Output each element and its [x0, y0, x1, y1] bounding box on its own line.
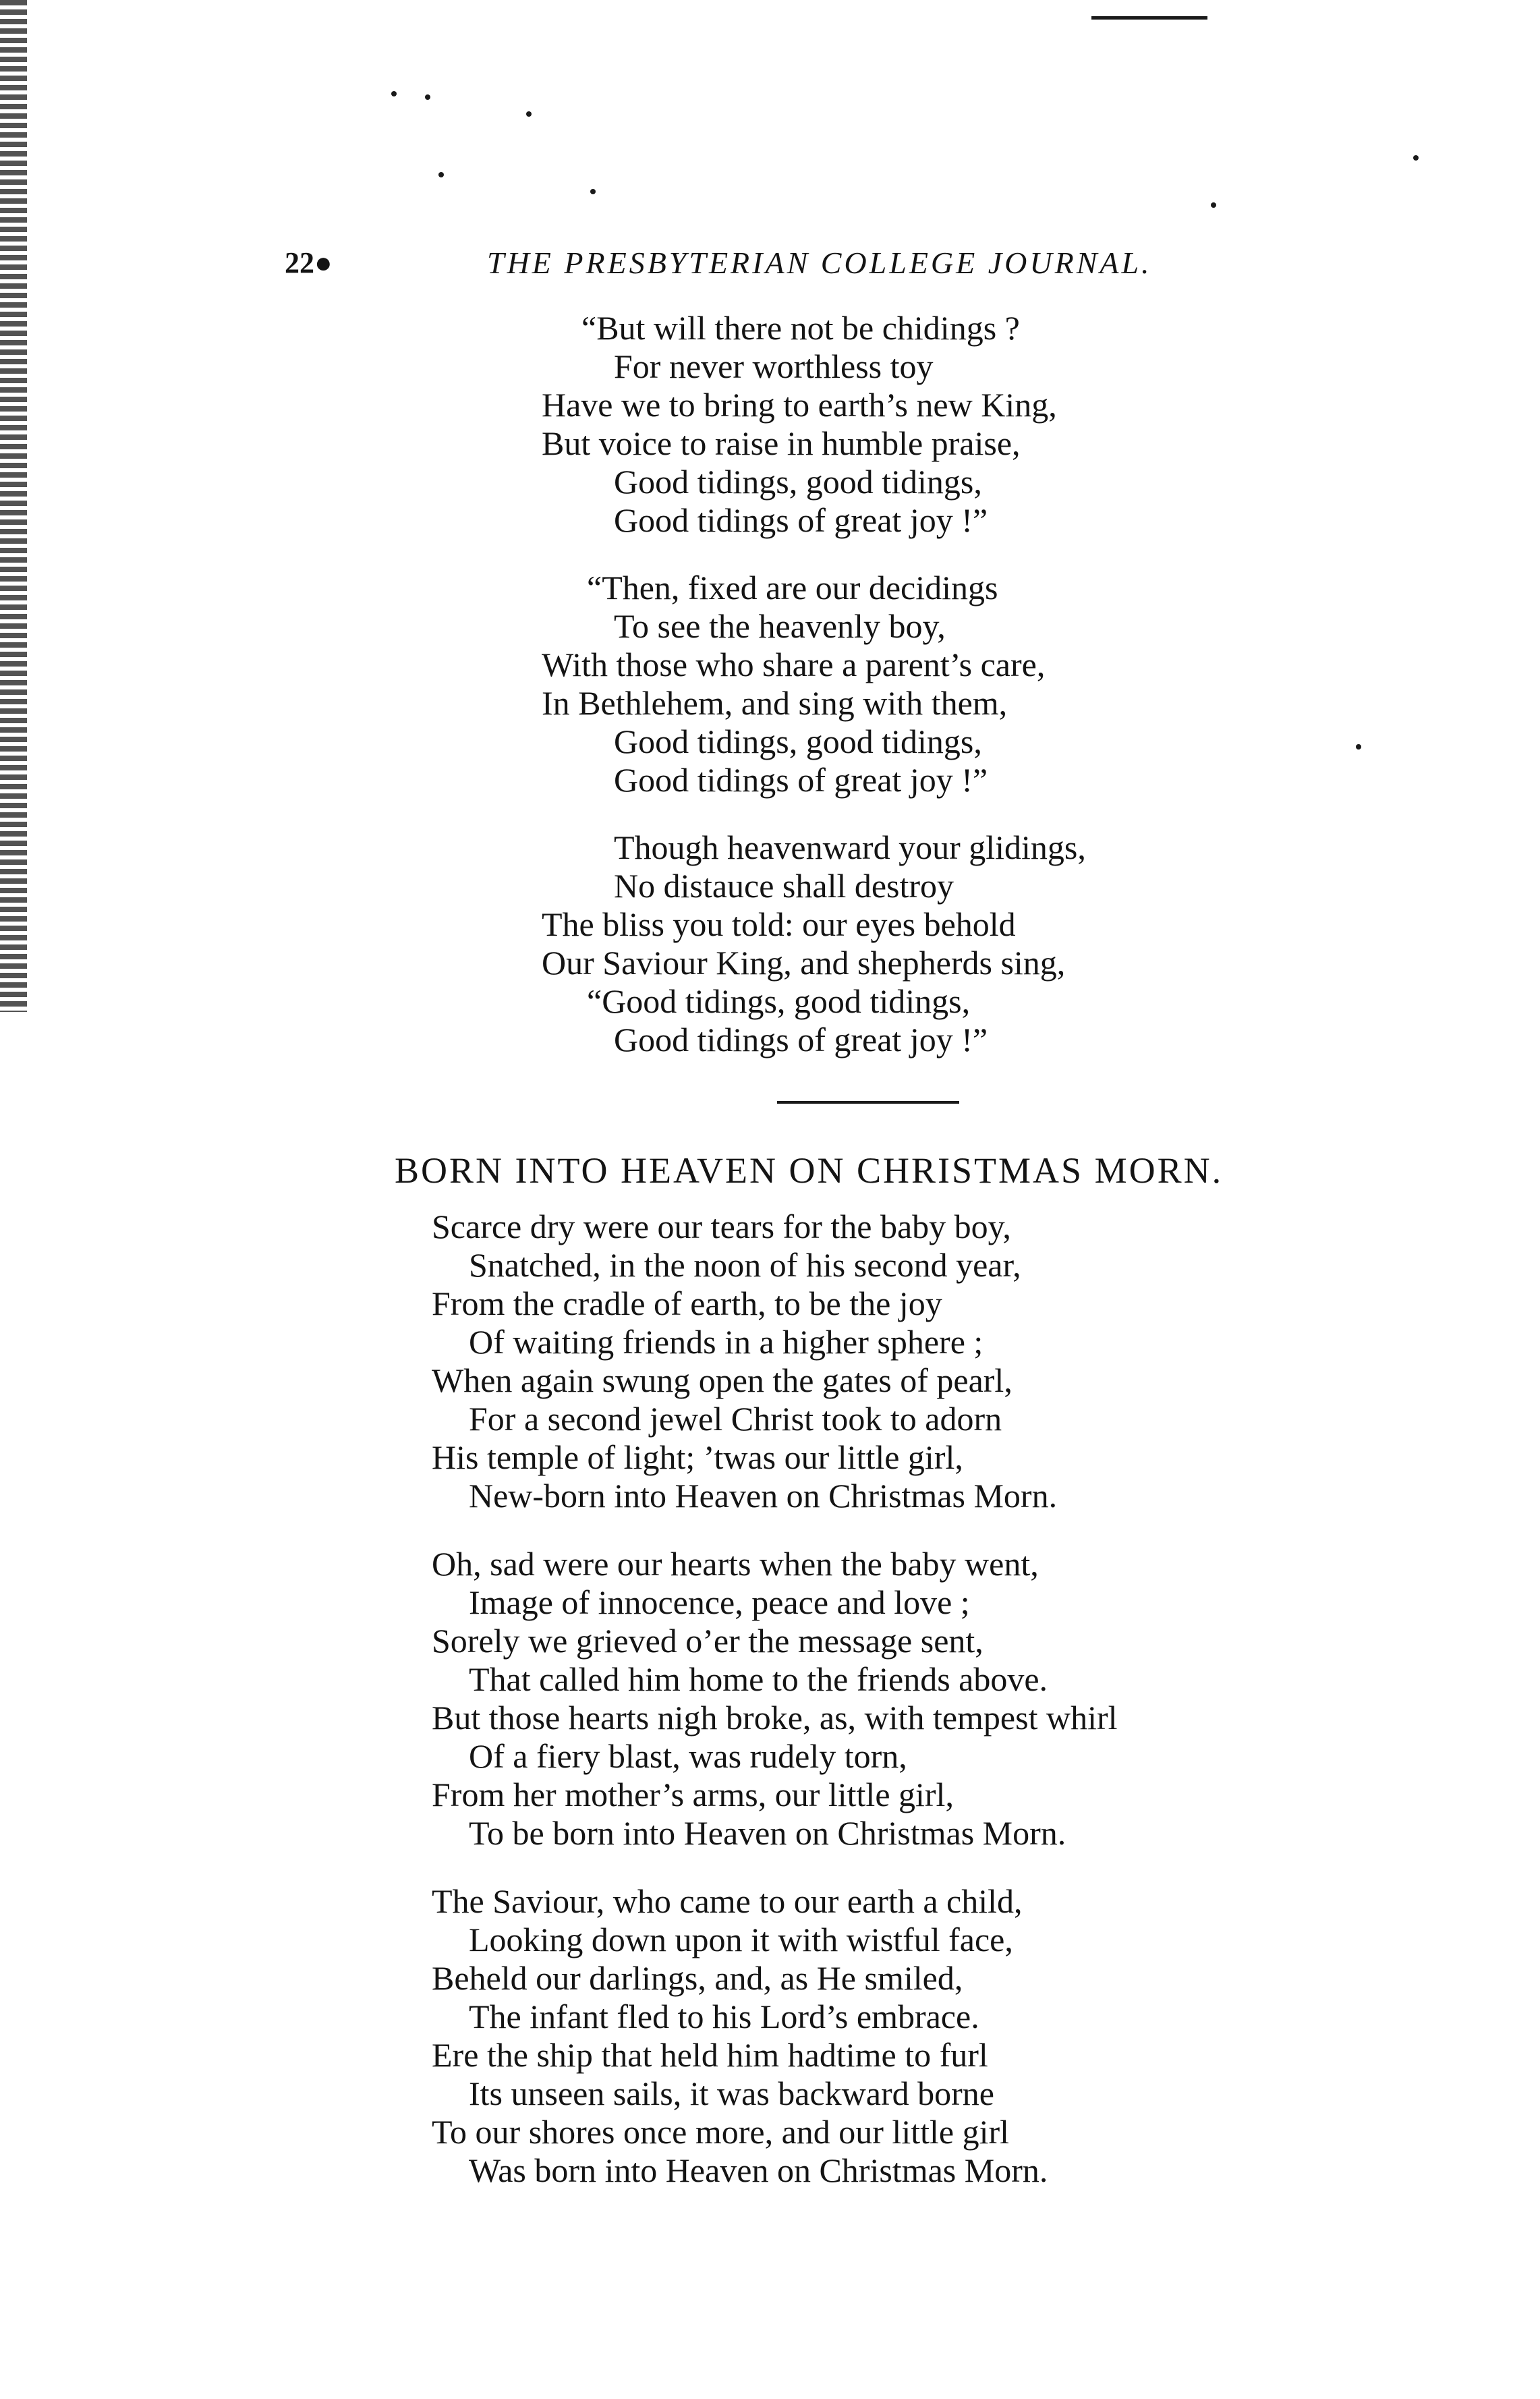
- ink-speck: [425, 94, 430, 100]
- poem-line: With those who share a parent’s care,: [542, 646, 1046, 683]
- poem-line: Good tidings, good tidings,: [614, 723, 982, 760]
- poem-line: To see the heavenly boy,: [614, 607, 946, 645]
- poem-line: Looking down upon it with wistful face,: [469, 1921, 1013, 1958]
- ink-speck: [1211, 202, 1216, 208]
- poem-line: Good tidings of great joy !”: [614, 501, 988, 539]
- poem-line: Our Saviour King, and shepherds sing,: [542, 944, 1066, 982]
- section-divider: [777, 1101, 959, 1104]
- page-number: 22●: [285, 246, 333, 279]
- poem-line: Sorely we grieved o’er the message sent,: [432, 1622, 983, 1660]
- poem-line: Of waiting friends in a higher sphere ;: [469, 1323, 983, 1361]
- poem-line: “Then, fixed are our decidings: [587, 569, 998, 606]
- poem-line: Though heavenward your glidings,: [614, 828, 1086, 866]
- poem-line: When again swung open the gates of pearl,: [432, 1361, 1013, 1399]
- poem-line: Good tidings of great joy !”: [614, 1021, 988, 1059]
- poem-line: No distauce shall destroy: [614, 867, 954, 905]
- poem-line: That called him home to the friends above.: [469, 1660, 1048, 1698]
- poem-line: His temple of light; ’twas our little girl,: [432, 1438, 963, 1476]
- poem-line: “But will there not be chidings ?: [581, 309, 1020, 347]
- poem-line: Good tidings of great joy !”: [614, 761, 988, 799]
- poem-line: From her mother’s arms, our little girl,: [432, 1776, 954, 1813]
- page-header: [285, 233, 1283, 293]
- poem-line: From the cradle of earth, to be the joy: [432, 1285, 942, 1322]
- poem-line: Was born into Heaven on Christmas Morn.: [469, 2151, 1048, 2189]
- ink-speck: [526, 111, 532, 117]
- poem-line: New-born into Heaven on Christmas Morn.: [469, 1477, 1058, 1515]
- poem-line: Of a fiery blast, was rudely torn,: [469, 1737, 907, 1775]
- poem-line: The Saviour, who came to our earth a child,: [432, 1882, 1023, 1920]
- poem-line: In Bethlehem, and sing with them,: [542, 684, 1008, 722]
- ink-speck: [1413, 155, 1419, 161]
- poem-line: To be born into Heaven on Christmas Morn.: [469, 1814, 1066, 1852]
- poem-line: Its unseen sails, it was backward borne: [469, 2075, 994, 2112]
- poem-line: Beheld our darlings, and, as He smiled,: [432, 1959, 963, 1997]
- poem-line: Snatched, in the noon of his second year,: [469, 1246, 1021, 1284]
- poem-line: Good tidings, good tidings,: [614, 463, 982, 501]
- poem-line: Scarce dry were our tears for the baby boy,: [432, 1208, 1011, 1245]
- ink-speck: [1356, 744, 1361, 750]
- poem-title: BORN INTO HEAVEN ON CHRISTMAS MORN.: [395, 1150, 1224, 1191]
- ink-speck: [391, 91, 397, 96]
- binding-edge-marks: [0, 0, 27, 1012]
- poem-line: But voice to raise in humble praise,: [542, 424, 1021, 462]
- poem-line: The bliss you told: our eyes behold: [542, 905, 1016, 943]
- poem-line: But those hearts nigh broke, as, with tempest whirl: [432, 1699, 1118, 1737]
- poem-line: Ere the ship that held him hadtime to furl: [432, 2036, 988, 2074]
- ink-speck: [438, 172, 444, 177]
- poem-line: For a second jewel Christ took to adorn: [469, 1400, 1002, 1438]
- poem-line: Image of innocence, peace and love ;: [469, 1583, 970, 1621]
- poem-line: Oh, sad were our hearts when the baby went,: [432, 1545, 1039, 1583]
- poem-line: The infant fled to his Lord’s embrace.: [469, 1998, 979, 2035]
- poem-line: To our shores once more, and our little girl: [432, 2113, 1010, 2151]
- poem-line: Have we to bring to earth’s new King,: [542, 386, 1057, 424]
- poem-line: “Good tidings, good tidings,: [587, 982, 971, 1020]
- ink-speck: [590, 189, 596, 194]
- poem-line: For never worthless toy: [614, 347, 934, 385]
- top-rule: [1091, 16, 1207, 20]
- running-title: THE PRESBYTERIAN COLLEGE JOURNAL.: [487, 246, 1152, 280]
